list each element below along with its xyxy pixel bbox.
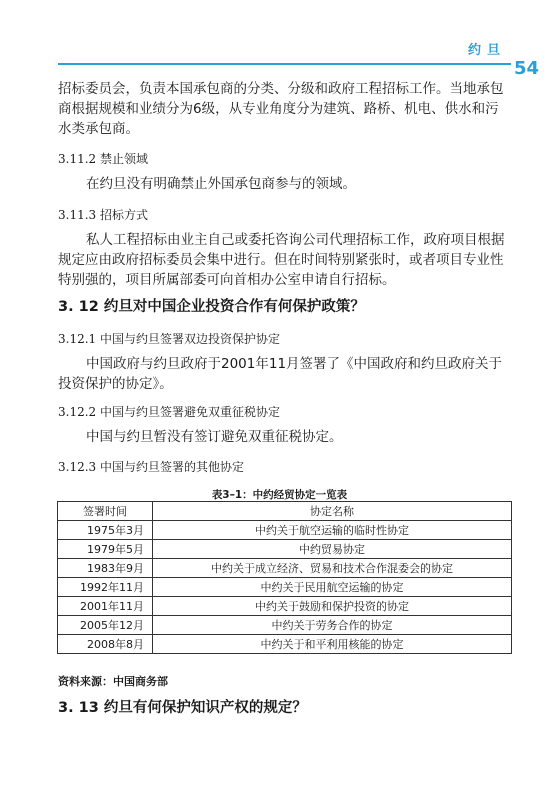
cell-date: 2001年11月 bbox=[58, 597, 153, 616]
cell-name: 中约关于航空运输的临时性协定 bbox=[153, 521, 512, 540]
table-row bbox=[58, 559, 512, 578]
table-source: 资料来源：中国商务部 bbox=[58, 675, 168, 688]
page-number: 54 bbox=[514, 58, 540, 79]
table-row bbox=[58, 616, 512, 635]
table-header-row bbox=[58, 502, 512, 521]
cell-name: 中约关于劳务合作的协定 bbox=[153, 616, 512, 635]
cell-name: 中约关于鼓励和保护投资的协定 bbox=[153, 597, 512, 616]
heading-3-12: 3. 12 约旦对中国企业投资合作有何保护政策？ bbox=[58, 299, 365, 315]
cell-date: 2008年8月 bbox=[58, 635, 153, 654]
paragraph-bidding-method: 私人工程招标由业主自己或委托咨询公司代理招标工作，政府项目根据规定应由政府招标委员会集中进行。但在时间特别紧张时，或者项目专业性特别强的，项目所属部委可向首相办公室申请自行招标。 bbox=[58, 232, 505, 288]
cell-name: 中约关于和平利用核能的协定 bbox=[153, 635, 512, 654]
paragraph-contractor-classification: 招标委员会，负责本国承包商的分类、分级和政府工程招标工作。当地承包商根据规模和业绩分为6级，从专业角度分为建筑、路桥、机电、供水和污水类承包商。 bbox=[58, 81, 504, 137]
cell-date: 1992年11月 bbox=[58, 578, 153, 597]
header-rule bbox=[58, 63, 511, 65]
cell-date: 2005年12月 bbox=[58, 616, 153, 635]
table-row bbox=[58, 578, 512, 597]
cell-date: 1983年9月 bbox=[58, 559, 153, 578]
cell-date: 1975年3月 bbox=[58, 521, 153, 540]
heading-3-12-1: 3.12.1 中国与约旦签署双边投资保护协定 bbox=[58, 332, 280, 346]
cell-date: 1979年5月 bbox=[58, 540, 153, 559]
table-caption: 表3–1：中约经贸协定一览表 bbox=[211, 489, 348, 501]
paragraph-prohibited-fields: 在约旦没有明确禁止外国承包商参与的领域。 bbox=[86, 176, 356, 192]
paragraph-double-taxation: 中国与约旦暂没有签订避免双重征税协定。 bbox=[86, 429, 343, 445]
paragraph-investment-protection: 中国政府与约旦政府于2001年11月签署了《中国政府和约旦政府关于投资保护的协定》。 bbox=[58, 356, 503, 392]
heading-3-12-3: 3.12.3 中国与约旦签署的其他协定 bbox=[58, 460, 244, 474]
chapter-label: 约旦 bbox=[468, 43, 507, 58]
agreements-table bbox=[57, 501, 512, 654]
heading-3-11-3: 3.11.3 招标方式 bbox=[58, 208, 148, 222]
table-row bbox=[58, 635, 512, 654]
table-row bbox=[58, 540, 512, 559]
cell-name: 中约关于民用航空运输的协定 bbox=[153, 578, 512, 597]
heading-3-13: 3. 13 约旦有何保护知识产权的规定？ bbox=[58, 700, 307, 716]
column-header-name: 协定名称 bbox=[153, 502, 512, 521]
table-row bbox=[58, 597, 512, 616]
column-header-date: 签署时间 bbox=[58, 502, 153, 521]
cell-name: 中约关于成立经济、贸易和技术合作混委会的协定 bbox=[153, 559, 512, 578]
heading-3-12-2: 3.12.2 中国与约旦签署避免双重征税协定 bbox=[58, 405, 280, 419]
cell-name: 中约贸易协定 bbox=[153, 540, 512, 559]
heading-3-11-2: 3.11.2 禁止领域 bbox=[58, 152, 148, 166]
table-row bbox=[58, 521, 512, 540]
